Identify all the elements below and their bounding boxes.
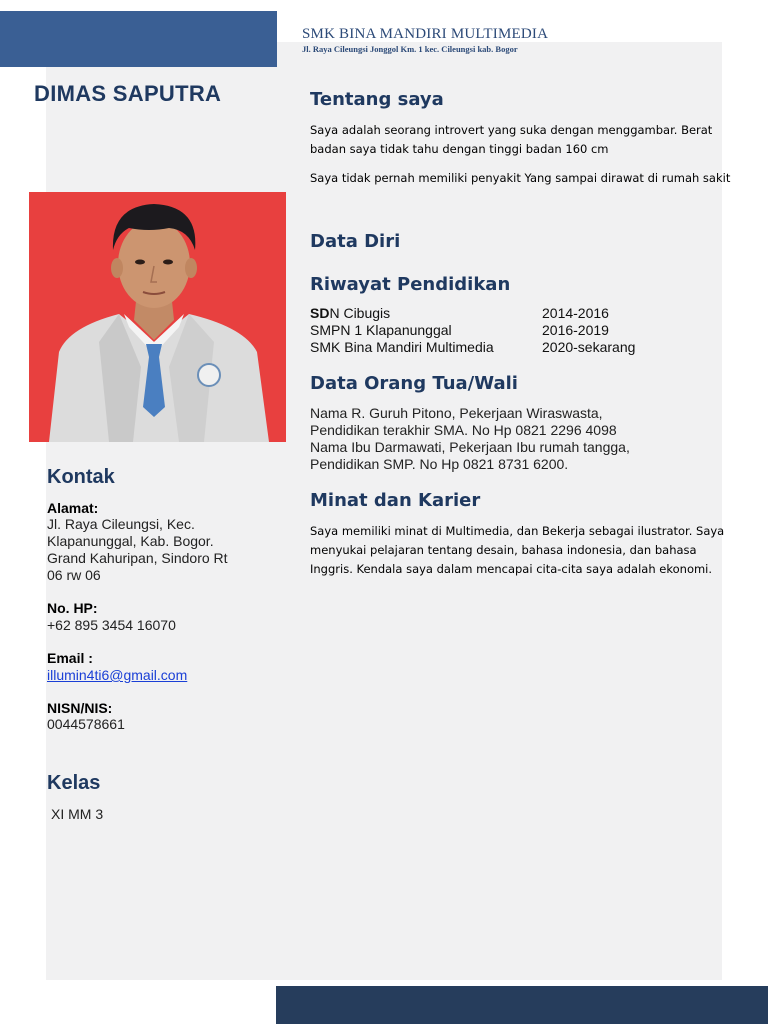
about-heading: Tentang saya — [310, 89, 444, 110]
education-years: 2016-2019 — [542, 322, 609, 338]
nisn-label: NISN/NIS: — [47, 700, 113, 716]
career-paragraph: Saya memiliki minat di Multimedia, dan Bekerja sebagai ilustrator. Saya menyukai pelajaran tentang desain, bahasa indonesia, dan bahasa Inggris. Kendala saya dalam mencapai cita-cita saya adalah ekonomi. — [310, 524, 725, 576]
footer-band — [276, 986, 768, 1024]
phone-label: No. HP: — [47, 600, 98, 616]
education-years: 2020-sekarang — [542, 339, 636, 355]
education-school: N Cibugis — [329, 305, 391, 321]
education-years: 2014-2016 — [542, 305, 609, 321]
personal-data-heading: Data Diri — [310, 231, 401, 252]
education-heading: Riwayat Pendidikan — [310, 274, 511, 295]
table-row — [310, 322, 730, 339]
class-value: XI MM 3 — [51, 806, 104, 822]
email-link[interactable]: illumin4ti6@gmail.com — [47, 667, 188, 683]
parents-heading: Data Orang Tua/Wali — [310, 373, 518, 394]
portrait-illustration — [29, 192, 286, 442]
about-paragraph-1: Saya adalah seorang introvert yang suka dengan menggambar. Berat badan saya tidak tahu dengan tinggi badan 160 cm — [310, 123, 713, 156]
education-school: SMPN 1 Klapanunggal — [310, 322, 452, 338]
career-heading: Minat dan Karier — [310, 490, 481, 511]
address-value: Jl. Raya Cileungsi, Kec. Klapanunggal, Kab. Bogor. Grand Kahuripan, Sindoro Rt 06 rw 06 — [47, 516, 228, 583]
about-paragraph-2: Saya tidak pernah memiliki penyakit Yang sampai dirawat di rumah sakit — [310, 171, 731, 185]
school-address: Jl. Raya Cileungsi Jonggol Km. 1 kec. Cileungsi kab. Bogor — [302, 44, 518, 54]
education-school: SMK Bina Mandiri Multimedia — [310, 339, 494, 355]
table-row — [310, 339, 730, 356]
address-label: Alamat: — [47, 500, 99, 516]
table-row — [310, 305, 730, 322]
header-band — [0, 11, 277, 67]
school-name: SMK BINA MANDIRI MULTIMEDIA — [302, 26, 549, 42]
nisn-value: 0044578661 — [47, 716, 125, 732]
education-table — [310, 305, 730, 356]
class-heading: Kelas — [47, 772, 101, 794]
education-school-prefix: SD — [310, 305, 330, 321]
contact-heading: Kontak — [47, 466, 115, 488]
email-label: Email : — [47, 650, 93, 666]
profile-photo — [29, 192, 286, 442]
person-name: DIMAS SAPUTRA — [34, 81, 222, 106]
parents-info: Nama R. Guruh Pitono, Pekerjaan Wiraswasta, Pendidikan terakhir SMA. No Hp 0821 2296 4098 Nama Ibu Darmawati, Pekerjaan Ibu rumah tangga, Pendidikan SMP. No Hp 0821 8731 6200. — [310, 405, 630, 472]
phone-value: +62 895 3454 16070 — [47, 617, 176, 633]
